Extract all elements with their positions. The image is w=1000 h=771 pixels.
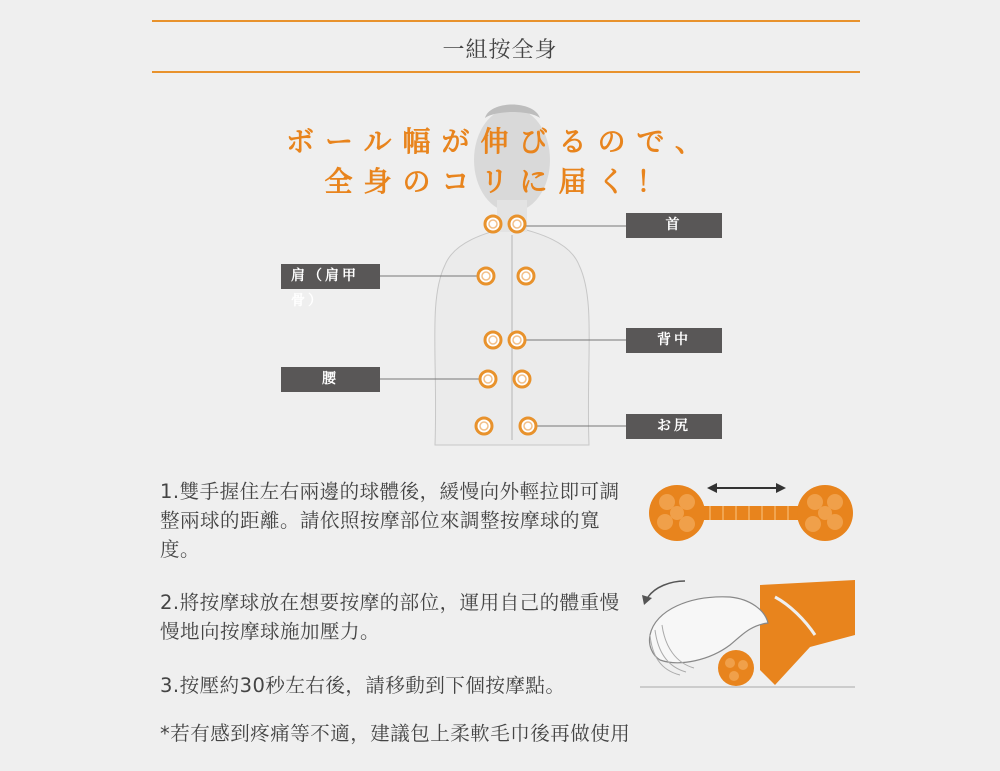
step-3-text: 3.按壓約30秒左右後，請移動到下個按摩點。 xyxy=(160,674,566,697)
face-profile xyxy=(649,597,768,663)
step-1-text: 1.雙手握住左右兩邊的球體後，緩慢向外輕拉即可調整兩球的距離。請依照按摩部位來調整按摩球的寬度。 xyxy=(160,480,620,561)
point-shoulder-right xyxy=(518,268,534,284)
label-waist: 腰 xyxy=(281,367,380,392)
ball-left xyxy=(649,485,705,541)
point-waist-left xyxy=(480,371,496,387)
ball-under-neck xyxy=(718,650,754,686)
point-shoulder-left xyxy=(478,268,494,284)
point-hip-left xyxy=(476,418,492,434)
label-hip: お尻 xyxy=(626,414,722,439)
rotate-arrow xyxy=(648,581,685,597)
step-2-text: 2.將按摩球放在想要按摩的部位，運用自己的體重慢慢地向按摩球施加壓力。 xyxy=(160,591,620,643)
massage-ball-illustration xyxy=(645,472,860,552)
ball-right xyxy=(797,485,853,541)
heading-line-1: ボール幅が伸びるので、 xyxy=(286,125,714,158)
label-shoulder: 肩（肩甲骨） xyxy=(281,264,380,289)
point-neck-right xyxy=(509,216,525,232)
section-title: 一組按全身 xyxy=(442,38,558,63)
shirt xyxy=(760,580,855,685)
usage-illustration xyxy=(600,575,860,695)
caution-note: *若有感到疼痛等不適，建議包上柔軟毛巾後再做使用 xyxy=(160,722,631,745)
point-back-left xyxy=(485,332,501,348)
point-back-right xyxy=(509,332,525,348)
point-waist-right xyxy=(514,371,530,387)
label-neck: 首 xyxy=(626,213,722,238)
point-neck-left xyxy=(485,216,501,232)
heading-line-2: 全身のコリに届く！ xyxy=(324,165,676,198)
connector-rod xyxy=(693,506,813,520)
label-back: 背中 xyxy=(626,328,722,353)
point-hip-right xyxy=(520,418,536,434)
